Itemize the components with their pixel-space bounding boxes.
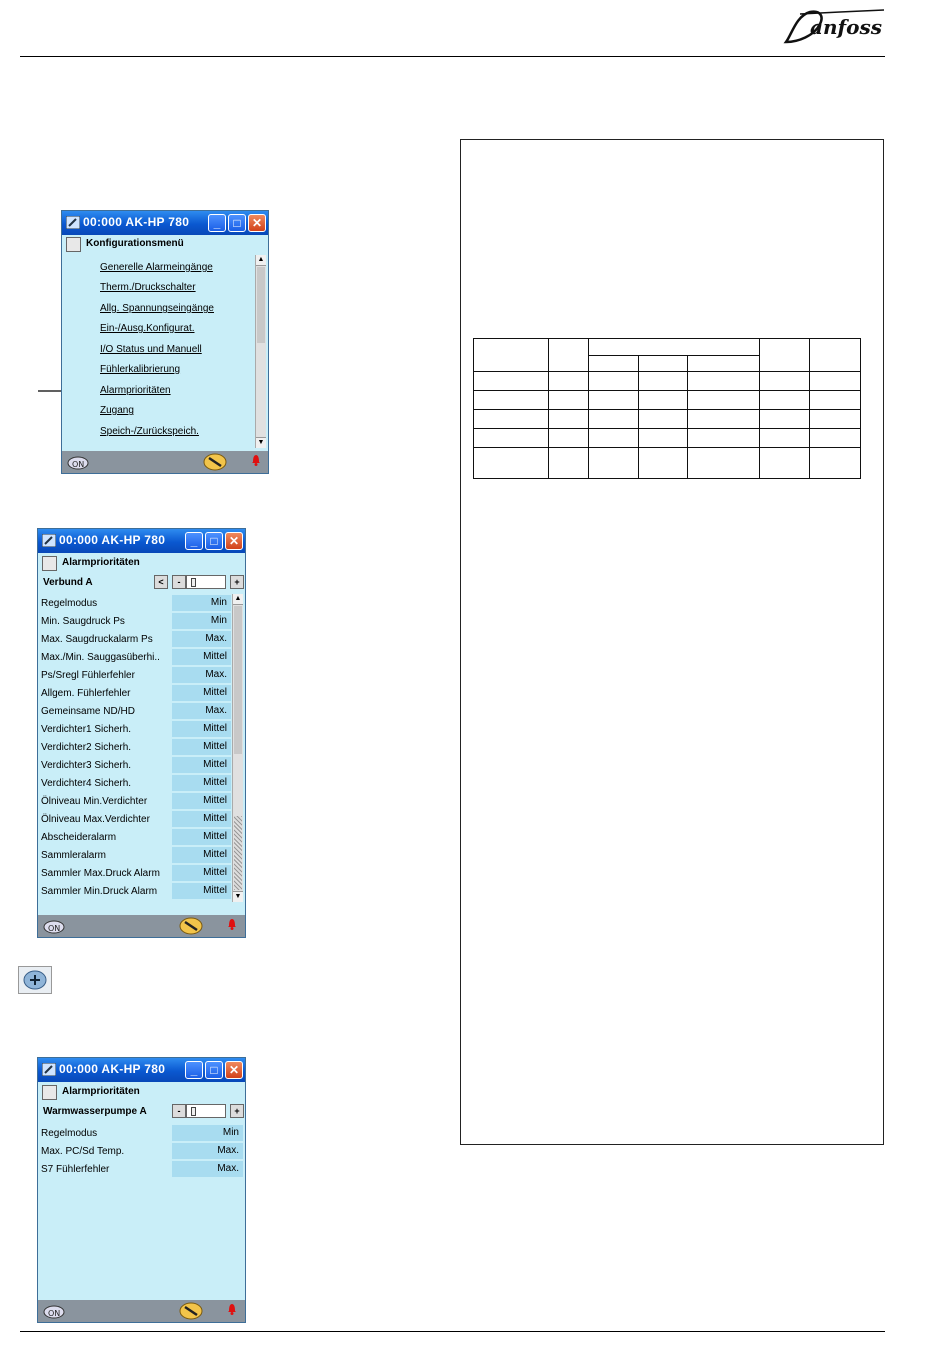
row-label: Max. Saugdruckalarm Ps xyxy=(41,634,153,645)
row-label: S7 Fühlerfehler xyxy=(41,1164,110,1175)
alarm-bell-icon[interactable] xyxy=(251,453,261,466)
close-button[interactable]: ✕ xyxy=(225,532,243,550)
row-value[interactable]: Mittel xyxy=(172,757,231,773)
lock-icon xyxy=(42,1085,57,1100)
list-item[interactable] xyxy=(41,721,231,738)
row-label: Ölniveau Min.Verdichter xyxy=(41,796,148,807)
svg-text:ON: ON xyxy=(72,460,85,469)
minimize-button[interactable]: _ xyxy=(208,214,226,232)
row-value[interactable]: Mittel xyxy=(172,811,231,827)
alarm-bell-icon[interactable] xyxy=(227,1302,237,1315)
list-item[interactable] xyxy=(41,829,231,846)
row-value[interactable]: Mittel xyxy=(172,829,231,845)
row-label: Max. PC/Sd Temp. xyxy=(41,1146,125,1157)
decrement-button[interactable]: - xyxy=(172,575,186,589)
menu-item-io-configuration[interactable]: Ein-/Ausg.Konfigurat. xyxy=(100,323,195,334)
list-item[interactable] xyxy=(41,685,231,702)
header-rule xyxy=(20,56,885,57)
alarm-priorities-window-pump xyxy=(37,1057,246,1323)
row-value[interactable]: Mittel xyxy=(172,739,231,755)
row-value[interactable]: Min xyxy=(172,595,231,611)
row-label: Max./Min. Sauggasüberhi.. xyxy=(41,652,160,663)
svg-text:ON: ON xyxy=(48,924,61,933)
list-item[interactable] xyxy=(41,631,231,648)
window-title: 00:000 AK-HP 780 xyxy=(83,215,190,229)
list-item[interactable] xyxy=(41,739,231,756)
list-item[interactable] xyxy=(41,703,231,720)
row-label: Min. Saugdruck Ps xyxy=(41,616,125,627)
list-item[interactable] xyxy=(41,865,231,882)
row-label: Verdichter3 Sicherh. xyxy=(41,760,132,771)
list-item[interactable] xyxy=(41,649,231,666)
increment-button[interactable]: + xyxy=(230,575,244,589)
row-label: Ps/Sregl Fühlerfehler xyxy=(41,670,135,681)
row-label: Regelmodus xyxy=(41,598,98,609)
menu-item-general-alarm-inputs[interactable]: Generelle Alarmeingänge xyxy=(100,262,213,273)
decrement-button[interactable]: - xyxy=(172,1104,186,1118)
list-item[interactable] xyxy=(41,883,231,900)
status-bar xyxy=(38,1300,245,1322)
list-item[interactable] xyxy=(41,793,231,810)
circuit-selector xyxy=(41,1104,245,1120)
list-item[interactable] xyxy=(41,1143,243,1160)
empty-table xyxy=(473,338,861,479)
alarm-bell-icon[interactable] xyxy=(227,917,237,930)
wrench-app-icon xyxy=(66,216,80,229)
menu-item-io-status-manual[interactable]: I/O Status und Manuell xyxy=(100,344,202,355)
footer-rule xyxy=(20,1331,885,1332)
zoom-plus-icon xyxy=(19,967,51,993)
menu-item-save-restore[interactable]: Speich-/Zurückspeich. xyxy=(100,426,199,437)
row-value[interactable]: Mittel xyxy=(172,793,231,809)
list-item[interactable] xyxy=(41,1161,243,1178)
selector-slider[interactable] xyxy=(186,575,226,589)
menu-item-voltage-inputs[interactable]: Allg. Spannungseingänge xyxy=(100,303,214,314)
list-item[interactable] xyxy=(41,811,231,828)
row-value[interactable]: Mittel xyxy=(172,775,231,791)
title-bar[interactable] xyxy=(38,529,245,553)
row-value[interactable]: Max. xyxy=(172,1161,243,1177)
row-value[interactable]: Min xyxy=(172,1125,243,1141)
menu-item-access[interactable]: Zugang xyxy=(100,405,134,416)
selector-slider[interactable] xyxy=(186,1104,226,1118)
list-item[interactable] xyxy=(41,613,231,630)
list-item[interactable] xyxy=(41,1125,243,1142)
page-title: Alarmprioritäten xyxy=(62,557,140,568)
network-icon[interactable] xyxy=(67,454,89,470)
window-title: 00:000 AK-HP 780 xyxy=(59,1062,166,1076)
danfoss-logo xyxy=(780,4,888,48)
previous-button[interactable]: < xyxy=(154,575,168,589)
row-value[interactable]: Max. xyxy=(172,667,231,683)
list-item[interactable] xyxy=(41,595,231,612)
maximize-button[interactable]: □ xyxy=(205,1061,223,1079)
list-item[interactable] xyxy=(41,775,231,792)
page-title: Alarmprioritäten xyxy=(62,1086,140,1097)
close-button[interactable]: ✕ xyxy=(248,214,266,232)
window-title: 00:000 AK-HP 780 xyxy=(59,533,166,547)
title-bar[interactable] xyxy=(62,211,268,235)
scroll-track[interactable] xyxy=(234,816,242,890)
row-label: Verdichter2 Sicherh. xyxy=(41,742,132,753)
row-label: Allgem. Fühlerfehler xyxy=(41,688,131,699)
increment-button[interactable]: + xyxy=(230,1104,244,1118)
maximize-button[interactable]: □ xyxy=(205,532,223,550)
row-label: Regelmodus xyxy=(41,1128,98,1139)
list-item[interactable] xyxy=(41,847,231,864)
menu-item-alarm-priorities[interactable]: Alarmprioritäten xyxy=(100,385,171,396)
scroll-thumb[interactable] xyxy=(257,267,265,343)
maximize-button[interactable]: □ xyxy=(228,214,246,232)
row-value[interactable]: Max. xyxy=(172,631,231,647)
alarm-priorities-window-compressor xyxy=(37,528,246,938)
close-button[interactable]: ✕ xyxy=(225,1061,243,1079)
scrollbar[interactable] xyxy=(255,255,266,448)
row-value[interactable]: Min xyxy=(172,613,231,629)
wrench-icon[interactable] xyxy=(203,453,227,471)
row-value[interactable]: Max. xyxy=(172,1143,243,1159)
status-bar xyxy=(62,451,268,473)
scroll-down-icon[interactable]: ▼ xyxy=(234,893,242,900)
scroll-thumb[interactable] xyxy=(234,606,242,754)
selector-label: Warmwasserpumpe A xyxy=(43,1106,147,1117)
list-item[interactable] xyxy=(41,667,231,684)
scrollbar[interactable] xyxy=(232,594,243,902)
wrench-icon[interactable] xyxy=(179,1302,203,1320)
svg-text:ON: ON xyxy=(48,1309,61,1318)
list-item[interactable] xyxy=(41,757,231,774)
row-label: Verdichter4 Sicherh. xyxy=(41,778,132,789)
menu-item-thermo-pressure-switch[interactable]: Therm./Druckschalter xyxy=(100,282,196,293)
wrench-app-icon xyxy=(42,534,56,547)
row-label: Sammler Max.Druck Alarm xyxy=(41,868,160,879)
wrench-app-icon xyxy=(42,1063,56,1076)
circuit-selector xyxy=(41,575,245,591)
row-label: Sammler Min.Druck Alarm xyxy=(41,886,158,897)
row-value[interactable]: Mittel xyxy=(172,883,231,899)
row-label: Ölniveau Max.Verdichter xyxy=(41,814,150,825)
row-label: Abscheideralarm xyxy=(41,832,117,843)
scroll-up-icon[interactable]: ▲ xyxy=(256,255,266,266)
status-bar xyxy=(38,915,245,937)
title-bar[interactable] xyxy=(38,1058,245,1082)
scroll-down-icon[interactable]: ▼ xyxy=(257,439,265,446)
row-value[interactable]: Mittel xyxy=(172,865,231,881)
page-title: Konfigurationsmenü xyxy=(86,238,184,249)
row-label: Sammleralarm xyxy=(41,850,107,861)
row-value[interactable]: Mittel xyxy=(172,721,231,737)
menu-item-sensor-calibration[interactable]: Fühlerkalibrierung xyxy=(100,364,181,375)
minimize-button[interactable]: _ xyxy=(185,1061,203,1079)
zoom-plus-button[interactable] xyxy=(18,966,52,994)
row-value[interactable]: Mittel xyxy=(172,685,231,701)
scroll-up-icon[interactable]: ▲ xyxy=(233,594,243,605)
network-icon[interactable] xyxy=(43,918,65,934)
selector-label: Verbund A xyxy=(43,577,93,588)
row-value[interactable]: Mittel xyxy=(172,847,231,863)
info-box xyxy=(460,139,884,1145)
row-value[interactable]: Max. xyxy=(172,703,231,719)
lock-icon xyxy=(42,556,57,571)
row-label: Verdichter1 Sicherh. xyxy=(41,724,132,735)
row-label: Gemeinsame ND/HD xyxy=(41,706,135,717)
minimize-button[interactable]: _ xyxy=(185,532,203,550)
row-value[interactable]: Mittel xyxy=(172,649,231,665)
config-menu-window xyxy=(61,210,269,474)
network-icon[interactable] xyxy=(43,1303,65,1319)
lock-icon xyxy=(66,237,81,252)
wrench-icon[interactable] xyxy=(179,917,203,935)
svg-text:anfoss: anfoss xyxy=(810,15,882,39)
